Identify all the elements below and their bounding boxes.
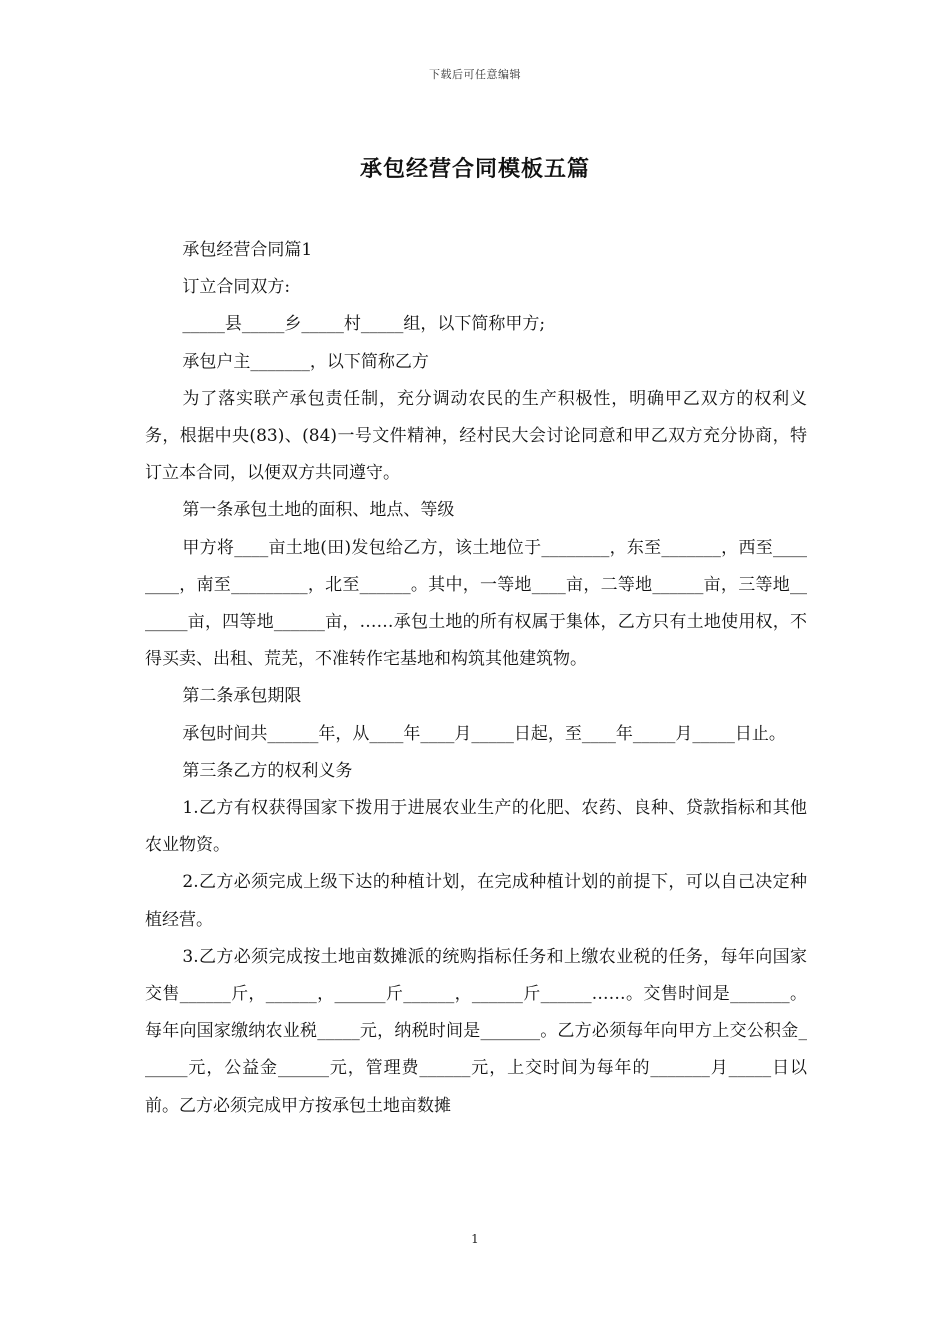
paragraph-party-b: 承包户主_______，以下简称乙方 (182, 351, 429, 372)
paragraph-article-1-heading: 第一条承包土地的面积、地点、等级 (182, 500, 455, 521)
paragraph-article-3-item-1: 1.乙方有权获得国家下拨用于进展农业生产的化肥、农药、良种、贷款指标和其他农业物资。 (145, 798, 807, 856)
paragraph-article-3-heading: 第三条乙方的权利义务 (182, 760, 353, 781)
paragraph-section-heading: 承包经营合同篇1 (182, 240, 313, 260)
paragraph-article-2-body: 承包时间共______年，从____年____月_____日起，至____年_____月_____日止。 (182, 723, 786, 744)
paragraph-article-2-heading: 第二条承包期限 (182, 686, 302, 707)
paragraph-article-1-body: 甲方将____亩土地(田)发包给乙方，该土地位于________，东至_______，西至________，南至_________，北至______。其中，一等地____亩，二等地______亩，三等地_______亩，四等地______亩，……承包土地的所有权属于集体，乙方只有土地使用权，不得买卖、出租、荒芜，不准转作宅基地和构筑其他建筑物。 (145, 537, 807, 670)
header-note: 下载后可任意编辑 (429, 68, 521, 81)
paragraph-party-a: _____县_____乡_____村_____组，以下简称甲方; (182, 314, 546, 335)
document-body (145, 232, 807, 1125)
paragraph-preamble: 为了落实联产承包责任制，充分调动农民的生产积极性，明确甲乙双方的权利义务，根据中央(83)、(84)一号文件精神，经村民大会讨论同意和甲乙双方充分协商，特订立本合同，以便双方共同遵守。 (145, 388, 807, 484)
paragraph-article-3-item-2: 2.乙方必须完成上级下达的种植计划，在完成种植计划的前提下，可以自己决定种植经营。 (145, 872, 807, 930)
paragraph-parties-label: 订立合同双方: (182, 277, 291, 298)
page-number: 1 (471, 1232, 479, 1246)
document-title: 承包经营合同模板五篇 (359, 156, 590, 182)
paragraph-article-3-item-3: 3.乙方必须完成按土地亩数摊派的统购指标任务和上缴农业税的任务，每年向国家交售______斤，______，______斤______，______斤______……。交售时间是_______。每年向国家缴纳农业税_____元，纳税时间是_______。乙方必须每年向甲方上交公积金______元，公益金______元，管理费______元，上交时间为每年的_______月_____日以前。乙方必须完成甲方按承包土地亩数摊 (145, 946, 807, 1116)
